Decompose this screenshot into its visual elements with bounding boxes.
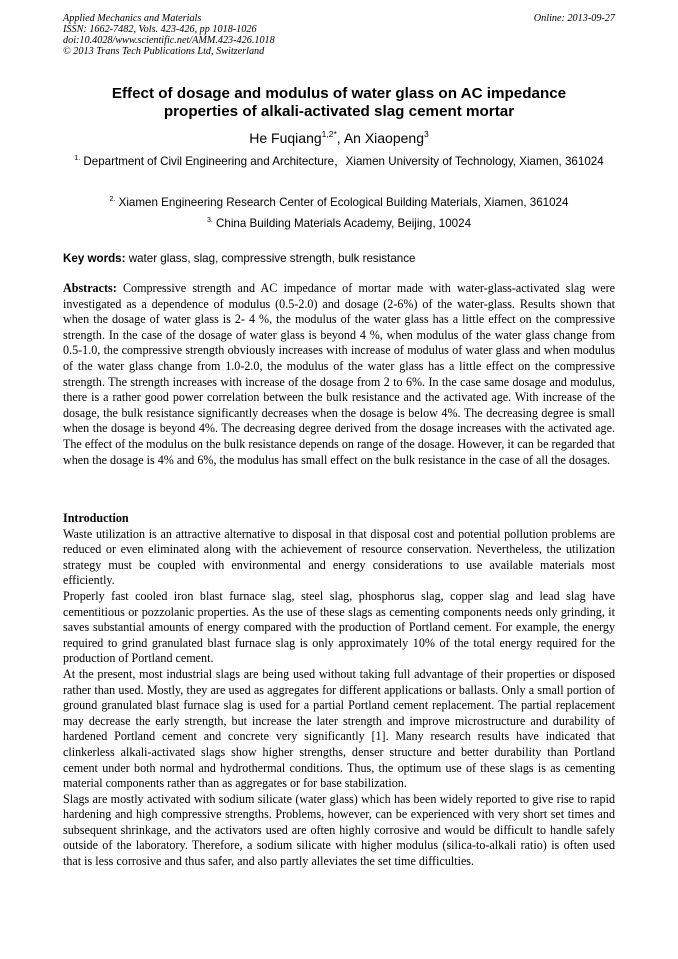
journal-name: Applied Mechanics and Materials: [63, 13, 202, 24]
affiliation-1-text: Department of Civil Engineering and Architecture，Xiamen University of Technology, Xiamen, 361024: [83, 155, 604, 168]
affiliation-3-number: 3.: [206, 217, 213, 224]
introduction-heading: Introduction: [63, 511, 129, 525]
issn-line: ISSN: 1662-7482, Vols. 423-426, pp 1018-1026: [63, 24, 257, 35]
abstract: [63, 281, 615, 468]
title-line-2: properties of alkali-activated slag cement mortar: [163, 103, 515, 120]
keywords-text: water glass, slag, compressive strength, bulk resistance: [125, 252, 416, 265]
affiliation-3: [70, 215, 608, 233]
intro-paragraph-2: Properly fast cooled iron blast furnace slag, steel slag, phosphorus slag, copper slag and lead slag have cementitious or pozzolanic properties. As the use of these slags as cementing components needs only grinding, it saves substantial amounts of energy compared with the production of Portland cement. For example, the energy required to grind granulated blast furnace slag is only approximately 10% of the total energy required for the production of Portland cement.: [63, 588, 615, 666]
author-1: He Fuqiang: [249, 130, 322, 146]
intro-paragraph-4: Slags are mostly activated with sodium silicate (water glass) which has been widely reported to give rise to rapid hardening and high compressive strengths. Problems, however, can be experienced with very short set times and subsequent shrinkage, and the activators used are often highly corrosive and would be difficult to handle safely outside of the laboratory. Therefore, a sodium silicate with higher modulus (silica-to-alkali ratio) is often used that is less corrosive and thus safer, and also partly alleviates the set time difficulties.: [63, 791, 615, 869]
abstract-label: Abstracts:: [63, 281, 117, 295]
author-1-affil: 1,2*: [321, 129, 337, 139]
online-date: Online: 2013-09-27: [533, 13, 615, 24]
title-line-1: Effect of dosage and modulus of water glass on AC impedance: [111, 85, 567, 102]
doi-line[interactable]: doi:10.4028/www.scientific.net/AMM.423-426.1018: [63, 35, 275, 46]
introduction-section: [63, 511, 615, 870]
corresponding-mark: *: [333, 129, 337, 139]
abstract-text: Compressive strength and AC impedance of mortar made with water-glass-activated slag were investigated as a dependence of modulus (0.5-2.0) and dosage (2-6%) of the water-glass. Results shown that when the dosage of water glass is 2- 4 %, the modulus of the water glass has a little effect on the compressive strength. In the case of the dosage of water glass is beyond 4 %, when modulus of the water glass change from 0.5-1.0, the compressive strength obviously increases with increase of modulus of water glass and when modulus of the water glass change from 1.0-2.0, the modulus of the water glass has a little effect on the compressive strength. The strength increases with increase of the dosage from 2 to 6%. In the case same dosage and modulus, there is a rather good power correlation between the bulk resistance and the activated age. With increase of the dosage, the bulk resistance significantly decreases when the dosage is below 4%. The decreasing degree is small when the dosage is beyond 4%. The decreasing degree derived from the dosage increases with the activated age. The effect of the modulus on the bulk resistance depends on range of the dosage. However, it can be regarded that when the dosage is 4% and 6%, the modulus has small effect on the bulk resistance in the case of all the dosages.: [63, 281, 615, 467]
author-separator: ,: [336, 130, 344, 146]
author-list: [40, 130, 638, 147]
affiliation-2-text: Xiamen Engineering Research Center of Ecological Building Materials, Xiamen, 361024: [118, 196, 569, 209]
affiliation-1-number: 1.: [74, 155, 81, 162]
author-2: An Xiaopeng: [343, 130, 424, 146]
paper-title: [40, 85, 638, 121]
journal-header: [63, 13, 615, 57]
copyright-line: © 2013 Trans Tech Publications Ltd, Switzerland: [63, 46, 265, 57]
author-2-affil: 3: [424, 129, 429, 139]
affiliation-2: [70, 194, 608, 212]
affiliation-1: [70, 153, 608, 171]
affiliation-2-number: 2.: [109, 196, 116, 203]
affiliation-3-text: China Building Materials Academy, Beijing, 10024: [216, 217, 472, 230]
keywords-label: Key words:: [63, 252, 126, 265]
intro-paragraph-3: At the present, most industrial slags are being used without taking full advantage of their properties or disposed rather than used. Mostly, they are used as aggregates for different applications or ballasts. Only a small portion of ground granulated blast furnace slag is used for a partial Portland cement replacement. The partial replacement may decrease the early strength, but increase the later strength and improve microstructure and durability of hardened Portland cement and concrete very significantly [1]. Many research results have indicated that clinkerless alkali-activated slags show higher strengths, denser structure and better durability than Portland cement under both normal and hydrothermal conditions. Thus, the optimum use of these slags is as cementing material components rather than as aggregates or for base stabilization.: [63, 666, 615, 791]
keywords: [63, 252, 615, 266]
intro-paragraph-1: Waste utilization is an attractive alternative to disposal in that disposal cost and potential pollution problems are reduced or even eliminated along with the achievement of resource conservation. Nevertheless, the utilization strategy must be coupled with environmental and energy considerations to use available materials most efficiently.: [63, 526, 615, 588]
